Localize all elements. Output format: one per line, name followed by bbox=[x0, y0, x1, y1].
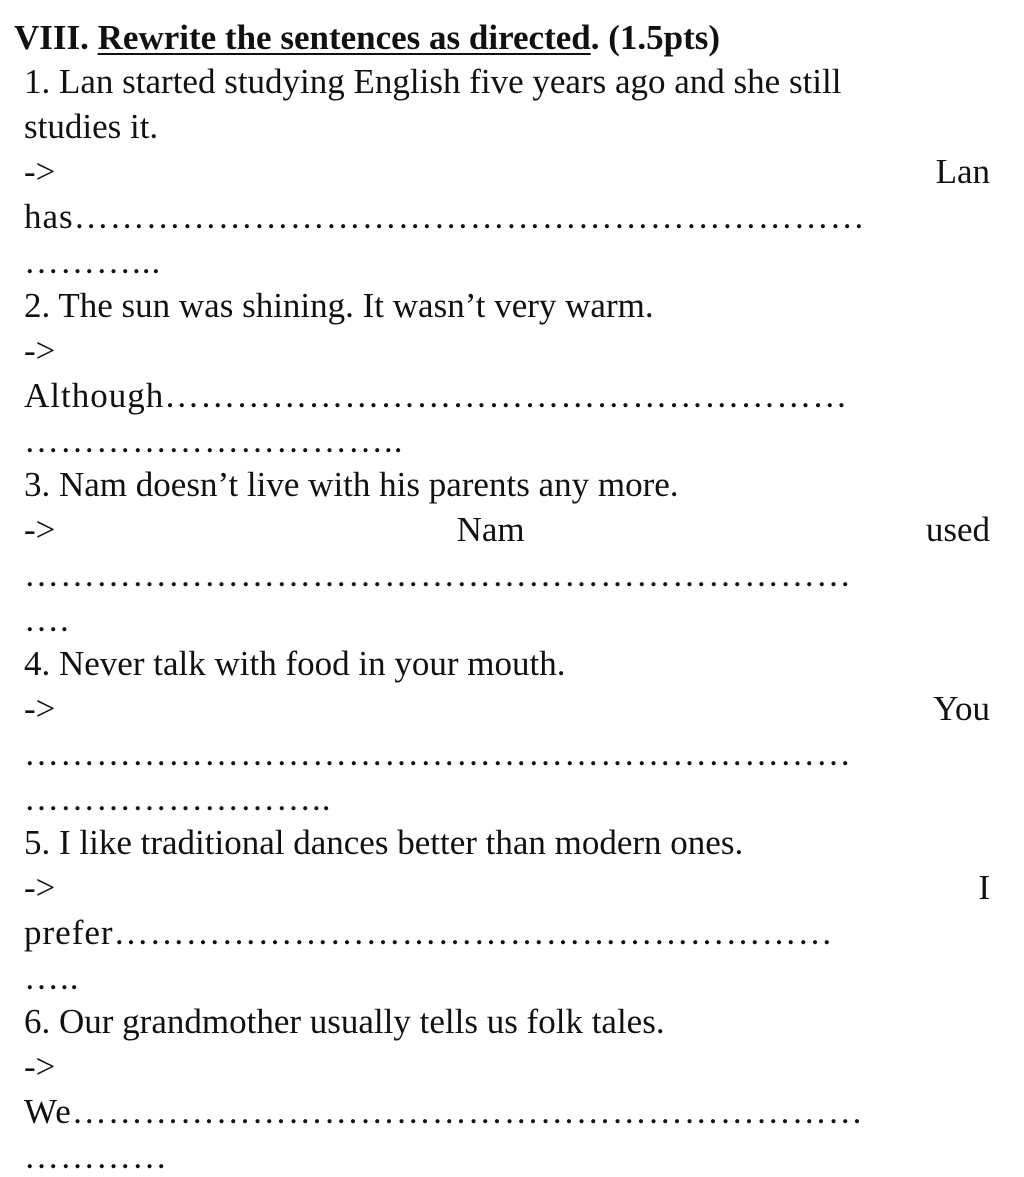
item-1-arrow: -> bbox=[24, 152, 56, 191]
item-3-answer-line[interactable]: …………………………………………………………… bbox=[24, 555, 852, 594]
item-3-end-word: used bbox=[925, 510, 990, 549]
item-3-arrow-row bbox=[24, 510, 990, 550]
item-5-answer-line[interactable]: prefer…………………………………………………… bbox=[24, 913, 834, 952]
item-5-start-word: I bbox=[978, 868, 990, 907]
section-title: Rewrite the sentences as directed bbox=[97, 18, 591, 57]
item-1-start-word: Lan bbox=[935, 152, 990, 191]
section-number: VIII. bbox=[14, 18, 89, 57]
item-1-prompt-line1: 1. Lan started studying English five years ago and she still bbox=[24, 62, 842, 101]
item-3-arrow: -> bbox=[24, 510, 56, 549]
item-3-start-word: Nam bbox=[456, 510, 525, 549]
item-4-answer-line[interactable]: …………………………………………………………… bbox=[24, 734, 852, 773]
item-6-arrow: -> bbox=[24, 1047, 56, 1086]
item-1-answer-line[interactable]: has………………………………………………………… bbox=[24, 197, 866, 236]
item-4-arrow: -> bbox=[24, 689, 56, 728]
item-1-arrow-row bbox=[24, 152, 990, 192]
item-6-prompt-line1: 6. Our grandmother usually tells us folk tales. bbox=[24, 1002, 665, 1041]
section-points: . (1.5pts) bbox=[590, 18, 721, 57]
item-3-prompt-line1: 3. Nam doesn’t live with his parents any more. bbox=[24, 465, 679, 504]
item-5-arrow-row bbox=[24, 868, 990, 908]
item-2-answer-continuation[interactable]: ………………………….. bbox=[24, 421, 404, 460]
item-6-answer-line[interactable]: We………………………………………………………… bbox=[24, 1092, 864, 1131]
item-1-answer-continuation[interactable]: ………... bbox=[24, 242, 162, 281]
item-2-arrow: -> bbox=[24, 331, 56, 370]
item-4-start-word: You bbox=[933, 689, 990, 728]
section-heading bbox=[14, 18, 990, 58]
item-4-arrow-row bbox=[24, 689, 990, 729]
item-4-answer-continuation[interactable]: …………………….. bbox=[24, 779, 332, 818]
item-4-prompt-line1: 4. Never talk with food in your mouth. bbox=[24, 644, 566, 683]
item-5-arrow: -> bbox=[24, 868, 56, 907]
item-5-answer-continuation[interactable]: ….. bbox=[24, 958, 80, 997]
item-5-prompt-line1: 5. I like traditional dances better than modern ones. bbox=[24, 823, 744, 862]
item-2-prompt-line1: 2. The sun was shining. It wasn’t very warm. bbox=[24, 286, 654, 325]
item-2-answer-line[interactable]: Although………………………………………………… bbox=[24, 376, 849, 415]
item-3-answer-continuation[interactable]: …. bbox=[24, 600, 70, 639]
item-6-answer-continuation[interactable]: ………… bbox=[24, 1137, 168, 1176]
item-1-prompt-line2: studies it. bbox=[24, 107, 159, 146]
